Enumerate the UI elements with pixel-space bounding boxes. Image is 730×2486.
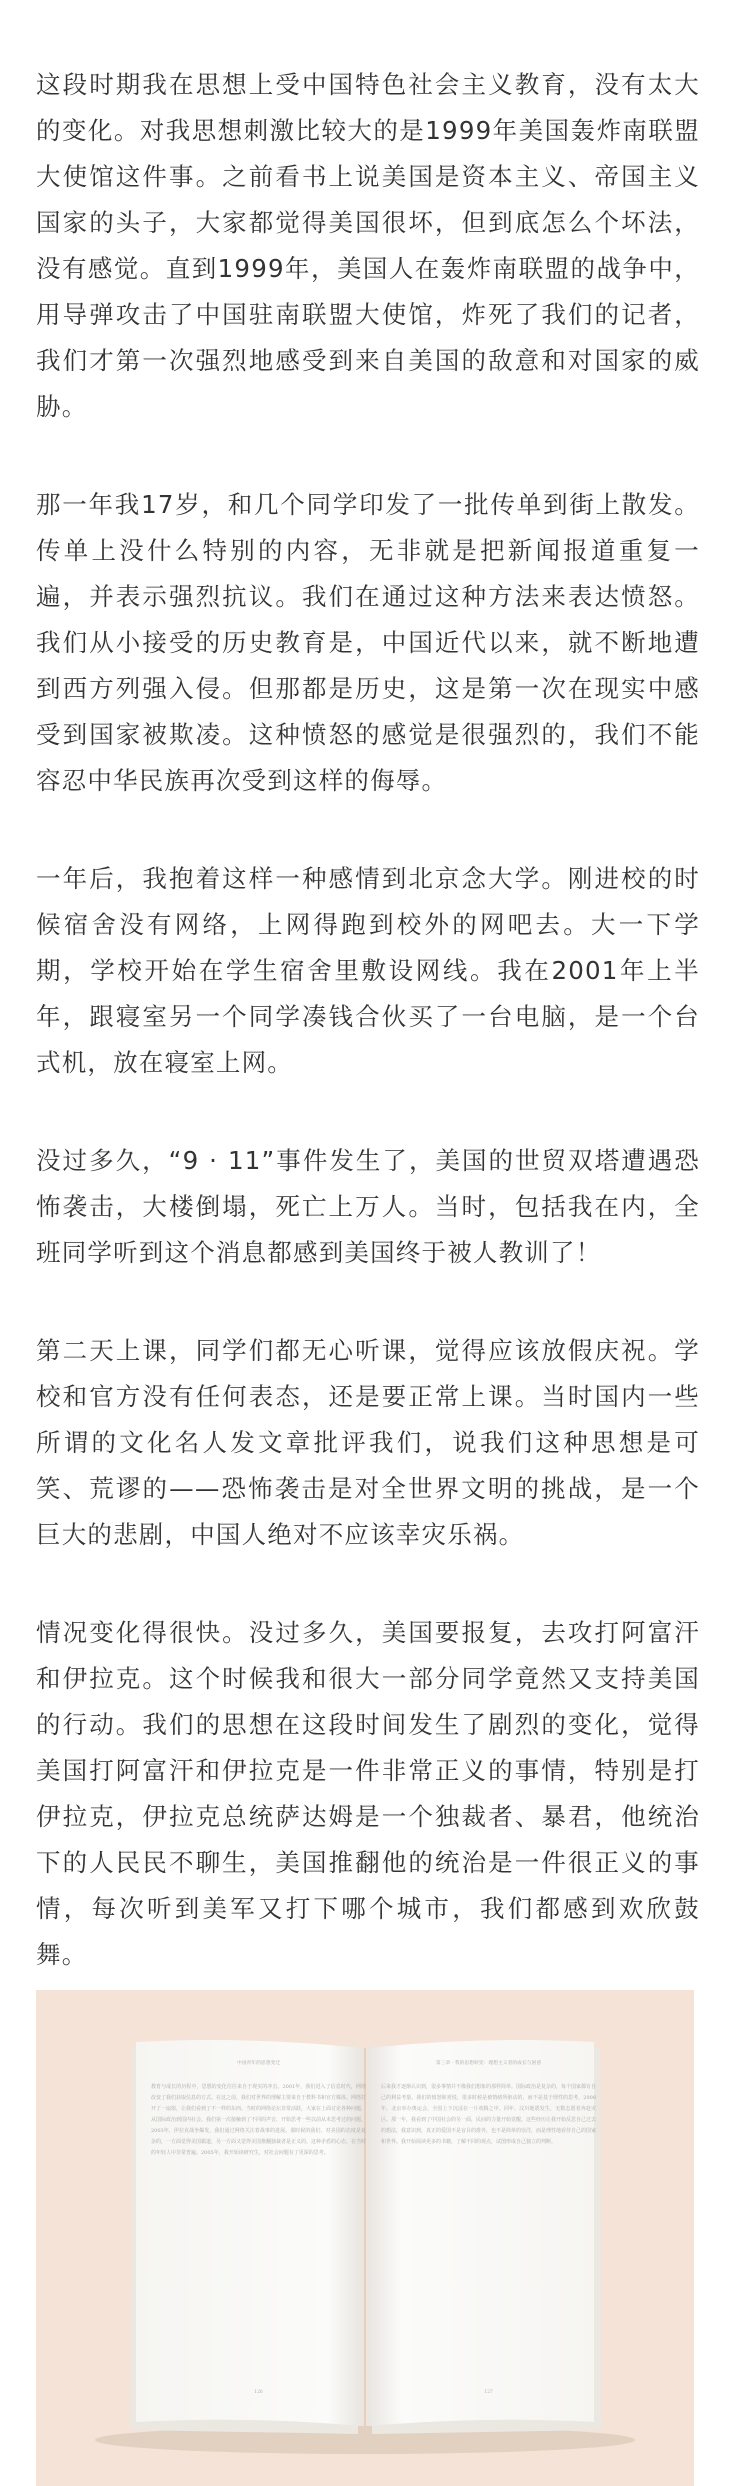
article-paragraph: 第二天上课，同学们都无心听课，觉得应该放假庆祝。学校和官方没有任何表态，还是要正常上课。当时国内一些所谓的文化名人发文章批评我们，说我们这种思想是可笑、荒谬的——恐怖袭击是对全世界文明的挑战，是一个巨大的悲剧，中国人绝对不应该幸灾乐祸。 bbox=[36, 1336, 700, 1549]
article-paragraph: 这段时期我在思想上受中国特色社会主义教育，没有太大的变化。对我思想刺激比较大的是1999年美国轰炸南联盟大使馆这件事。之前看书上说美国是资本主义、帝国主义国家的头子，大家都觉得美国很坏，但到底怎么个坏法，没有感觉。直到1999年，美国人在轰炸南联盟的战争中，用导弹攻击了中国驻南联盟大使馆，炸死了我们的记者，我们才第一次强烈地感受到来自美国的敌意和对国家的威胁。 bbox=[36, 70, 700, 421]
article-paragraph: 那一年我17岁，和几个同学印发了一批传单到街上散发。传单上没什么特别的内容，无非就是把新闻报道重复一遍，并表示强烈抗议。我们在通过这种方法来表达愤怒。我们从小接受的历史教育是，中国近代以来，就不断地遭到西方列强入侵。但那都是历史，这是第一次在现实中感受到国家被欺凌。这种愤怒的感觉是很强烈的，我们不能容忍中华民族再次受到这样的侮辱。 bbox=[36, 490, 700, 795]
open-book-image bbox=[36, 1990, 694, 2486]
right-page-text: 后来我才逐渐认识到，很多事情并不像我们想象的那样简单。国际政治是复杂的，每个国家都有自己的利益考量。我们的愤怒和喜悦，很多时候是被情绪所驱动的，而不是基于理性的思考。2008年，北京举办奥运会，全国上下沉浸在一片欢腾之中。同年，汶川地震发生，无数志愿者奔赴灾区。那一年，我看到了中国社会的另一面，民间的力量开始觉醒。这些经历让我开始反思自己过去的想法，我意识到，真正的爱国不是盲目的排外，也不是简单的崇洋，而是理性地看待自己的国家和世界。我开始阅读更多的书籍，了解不同的观点，试图形成自己独立的判断。 bbox=[381, 2084, 596, 2145]
left-page-header: 中国青年的思想变迁 bbox=[236, 2061, 281, 2066]
left-page-content bbox=[151, 2060, 366, 2395]
left-page-text: 教育与成长的历程中，思想的变化往往来自于现实的冲击。2001年，我们进入了信息时代，网络改变了我们获取信息的方式。在这之前，我们对世界的理解主要来自于教科书和官方媒体。网络打开了一扇窗，让我们看到了不一样的东西。当时的网络论坛非常活跃，大家在上面讨论各种问题，从国际政治到国内社会。我们第一次接触到了不同的声音，开始思考一些以前从未思考过的问题。2003年，伊拉克战争爆发，我们通过网络关注着战事的进展。那时候的我们，对美国的态度是复杂的，一方面觉得美国霸道，另一方面又觉得美国推翻独裁者是正义的。这种矛盾的心态，在当时的年轻人中非常普遍。2005年，我开始读研究生，对社会问题有了更深的思考。 bbox=[151, 2084, 366, 2156]
right-page-header: 第三章 · 我的思想转变：理想主义者的成长与困惑 bbox=[435, 2061, 542, 2066]
right-page-number: 127 bbox=[484, 2390, 493, 2395]
article-paragraph: 没过多久，“9 · 11”事件发生了，美国的世贸双塔遭遇恐怖袭击，大楼倒塌，死亡上万人。当时，包括我在内，全班同学听到这个消息都感到美国终于被人教训了！ bbox=[36, 1146, 700, 1267]
right-page-content bbox=[381, 2060, 596, 2395]
article-paragraph: 一年后，我抱着这样一种感情到北京念大学。刚进校的时候宿舍没有网络，上网得跑到校外的网吧去。大一下学期，学校开始在学生宿舍里敷设网线。我在2001年上半年，跟寝室另一个同学凑钱合伙买了一台电脑，是一个台式机，放在寝室上网。 bbox=[36, 864, 700, 1077]
left-page-number: 126 bbox=[254, 2390, 263, 2395]
article-paragraph: 情况变化得很快。没过多久，美国要报复，去攻打阿富汗和伊拉克。这个时候我和很大一部分同学竟然又支持美国的行动。我们的思想在这段时间发生了剧烈的变化，觉得美国打阿富汗和伊拉克是一件非常正义的事情，特别是打伊拉克，伊拉克总统萨达姆是一个独裁者、暴君，他统治下的人民民不聊生，美国推翻他的统治是一件很正义的事情，每次听到美军又打下哪个城市，我们都感到欢欣鼓舞。 bbox=[36, 1618, 700, 1969]
article-body bbox=[36, 62, 700, 1978]
